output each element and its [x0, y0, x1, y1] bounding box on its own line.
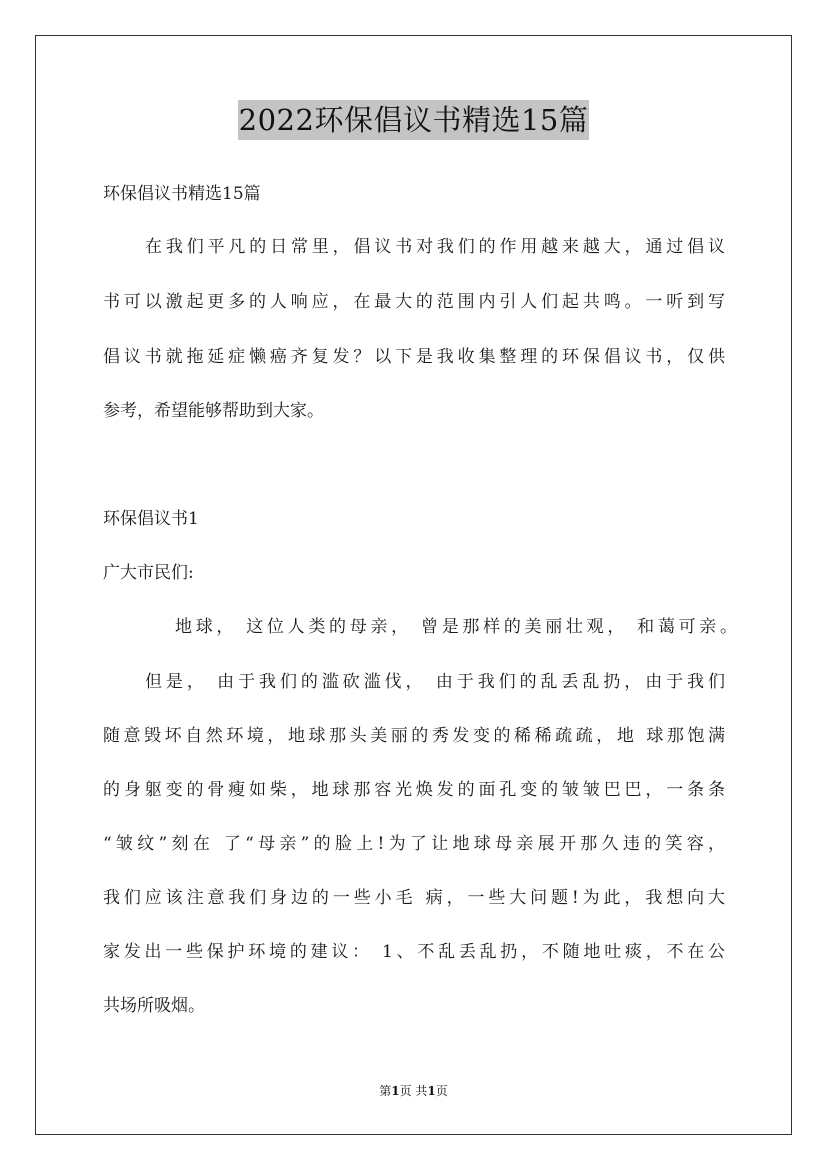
body-line-4: 的身躯变的骨瘦如柴，地球那容光焕发的面孔变的皱皱巴巴，一条条: [103, 780, 725, 800]
section-heading: 环保倡议书1: [103, 509, 199, 529]
intro-line-4: 参考，希望能够帮助到大家。: [103, 401, 324, 421]
body-line-3: 随意毁坏自然环境，地球那头美丽的秀发变的稀稀疏疏，地 球那饱满: [103, 726, 725, 746]
footer-page-total: 1: [427, 1084, 436, 1098]
footer-page-suffix: 页: [435, 1084, 448, 1098]
intro-line-3: 倡议书就拖延症懒癌齐复发？以下是我收集整理的环保倡议书，仅供: [103, 347, 725, 367]
body-line-1: 地球， 这位人类的母亲， 曾是那样的美丽壮观， 和蔼可亲。: [175, 617, 737, 637]
footer-page-prefix: 第: [379, 1084, 392, 1098]
body-line-6: 我们应该注意我们身边的一些小毛 病，一些大问题!为此，我想向大: [103, 888, 725, 908]
footer-page-current: 1: [391, 1084, 400, 1098]
body-line-2: 但是， 由于我们的滥砍滥伐， 由于我们的乱丢乱扔，由于我们: [145, 672, 725, 692]
page-footer: [0, 1083, 827, 1099]
body-line-8: 共场所吸烟。: [103, 996, 205, 1016]
intro-line-2: 书可以激起更多的人响应，在最大的范围内引人们起共鸣。一听到写: [103, 292, 725, 312]
document-title: 2022环保倡议书精选15篇: [238, 100, 590, 140]
body-line-5: “皱纹”刻在 了“母亲”的脸上!为了让地球母亲展开那久违的笑容，: [103, 834, 725, 854]
title-container: [0, 100, 827, 140]
footer-page-mid: 页 共: [399, 1084, 428, 1098]
body-line-7: 家发出一些保护环境的建议： 1、不乱丢乱扔，不随地吐痰，不在公: [103, 942, 725, 962]
document-subtitle: 环保倡议书精选15篇: [103, 184, 261, 204]
salutation: 广大市民们:: [103, 563, 194, 583]
intro-line-1: 在我们平凡的日常里，倡议书对我们的作用越来越大，通过倡议: [145, 237, 725, 257]
